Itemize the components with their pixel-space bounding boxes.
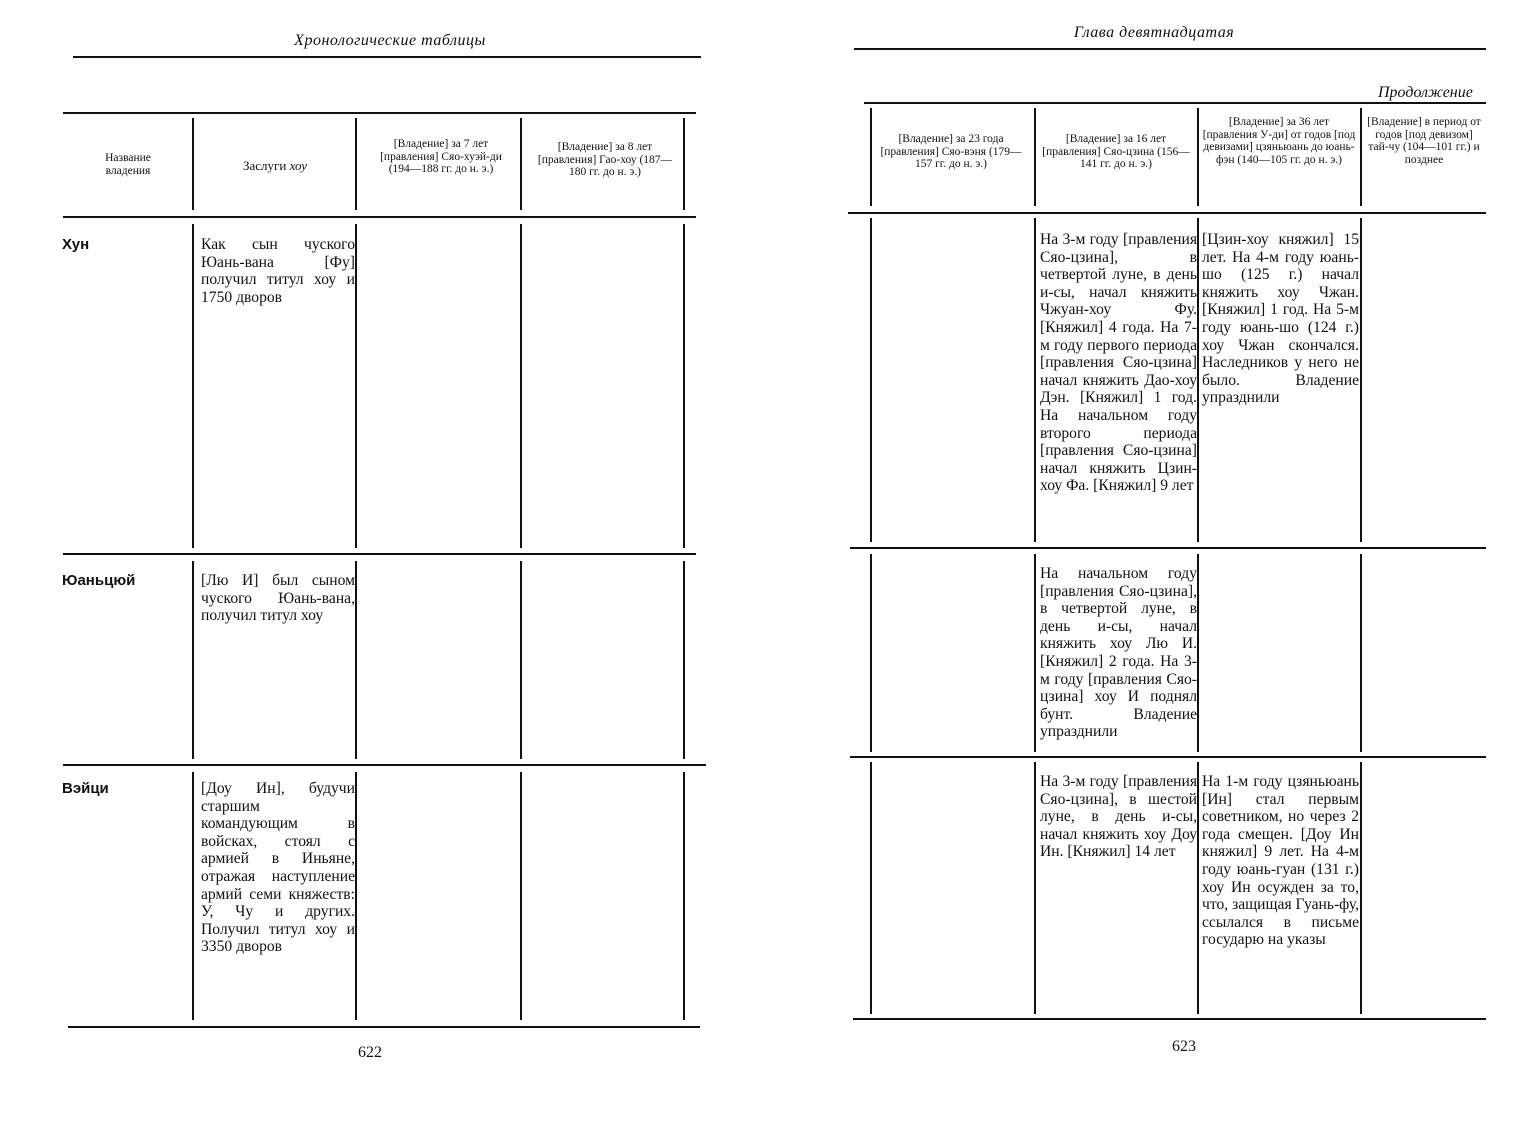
col-rule-4d: [683, 772, 685, 1020]
col-rule-4b: [683, 224, 685, 548]
col-rule-3d: [520, 772, 522, 1020]
row-col16: На 3-м году [правления Сяо-цзина], в шестой луне, в день и-сы, начал княжить хоу Доу Ин. [Княжил] 14 лет: [1040, 773, 1197, 861]
col-rule-2d: [355, 772, 357, 1020]
row-col16: На начальном году [правления Сяо-цзина], в четвертой луне, в день и-сы, начал княжить хоу Лю И. [Княжил] 2 года. На 3-м году [правления Сяо-цзина] хоу И поднял бунт. Владение упразднили: [1040, 565, 1197, 741]
header-col16: [Владение] за 16 лет [правления] Сяо-цзина (156—141 гг. до н. э.): [1042, 133, 1190, 170]
row-col36: [Цзин-хоу княжил] 15 лет. На 4-м году юань-шо (125 г.) начал княжить хоу Чжан. [Княжил] 1 год. На 5-м году юань-шо (124 г.) хоу Чжан скончался. Наследников у него не было. Владение упразднили: [1202, 231, 1359, 407]
col-rule-3: [520, 118, 522, 210]
col-rule-3c: [520, 561, 522, 759]
right-page: [764, 0, 1528, 1146]
col-rule-4d: [1360, 762, 1362, 1014]
col-rule-4b: [1360, 218, 1362, 542]
running-head-right: Глава девятнадцатая: [1073, 24, 1235, 41]
col-rule-2c: [355, 561, 357, 759]
col-rule-4c: [683, 561, 685, 759]
header-merits: Заслуги хоу: [242, 158, 308, 173]
header-coltai: [Владение] в период от годов [под девизом] тай-чу (104—101 гг.) и позднее: [1367, 116, 1481, 166]
header-col23: [Владение] за 23 года [правления] Сяо-вэня (179—157 гг. до н. э.): [880, 133, 1022, 170]
row-rule-2: [850, 756, 1486, 758]
table-bottom-rule: [853, 1018, 1486, 1020]
row-rule-1: [63, 553, 696, 555]
col-rule-1c: [192, 561, 194, 759]
col-rule-1c: [870, 554, 872, 752]
header-col36: [Владение] за 36 лет [правления У-ди] от годов [под девизами] цзяньюань до юань-фэн (140—105 гг. до н. э.): [1202, 116, 1356, 166]
header-col8: [Владение] за 8 лет [правления] Гао-хоу (187—180 гг. до н. э.): [537, 141, 673, 178]
row-rule-2: [63, 764, 706, 766]
page-number-right: 623: [1172, 1038, 1196, 1055]
col-rule-1d: [870, 762, 872, 1014]
col-rule-1: [192, 118, 194, 210]
row-col16: На 3-м году [правления Сяо-цзина], в четвертой луне, в день и-сы, начал княжить Чжуан-хоу Фу. [Княжил] 4 года. На 7-м году первого периода [правления Сяо-цзина] начал княжить Дао-хоу Дэн. [Княжил] 1 год. На начальном году второго периода [правления Сяо-цзина] начал княжить Цзин-хоу Фа. [Княжил] 9 лет: [1040, 231, 1197, 495]
col-rule-1d: [192, 772, 194, 1020]
header-col7: [Владение] за 7 лет [правления] Сяо-хуэй-ди (194—188 гг. до н. э.): [380, 138, 502, 175]
col-rule-1b: [870, 218, 872, 542]
running-head-left: Хронологические таблицы: [294, 32, 486, 49]
col-rule-3: [1197, 108, 1199, 206]
row-rule-1: [850, 547, 1486, 549]
col-rule-2: [355, 118, 357, 210]
row-col36: На 1-м году цзяньюань [Ин] стал первым советником, но через 2 года смещен. [Доу Ин княжил] 9 лет. На 4-м году юань-гуан (131 г.) хоу Ин осужден за то, что, защищая Гуань-фу, ссылался в письме государю на указы: [1202, 773, 1359, 949]
col-rule-4c: [1360, 554, 1362, 752]
col-rule-1b: [192, 224, 194, 548]
page-number-left: 622: [358, 1044, 382, 1061]
col-rule-3d: [1197, 762, 1199, 1014]
col-rule-1: [870, 108, 872, 206]
header-bottom-rule: [848, 212, 1486, 214]
row-name: Хун: [62, 236, 90, 253]
col-rule-4: [683, 118, 685, 210]
col-rule-3b: [1197, 218, 1199, 542]
row-merits: [Лю И] был сыном чуского Юань-вана, получил титул хоу: [201, 572, 355, 625]
row-name: Вэйци: [62, 780, 109, 797]
row-merits: Как сын чуского Юань-вана [Фу] получил титул хоу и 1750 дворов: [201, 236, 355, 306]
col-rule-4: [1360, 108, 1362, 206]
table-top-rule: [63, 112, 696, 114]
header-name: Название владения: [105, 152, 151, 177]
head-rule-right: [854, 48, 1486, 50]
col-rule-2: [1034, 108, 1036, 206]
col-rule-2d: [1034, 762, 1036, 1014]
col-rule-2c: [1034, 554, 1036, 752]
header-bottom-rule: [63, 216, 696, 218]
table-top-rule: [864, 102, 1486, 104]
col-rule-2b: [1034, 218, 1036, 542]
col-rule-3c: [1197, 554, 1199, 752]
col-rule-3b: [520, 224, 522, 548]
table-bottom-rule: [68, 1026, 700, 1028]
col-rule-2b: [355, 224, 357, 548]
head-rule-left: [73, 56, 701, 58]
continuation-label: Продолжение: [1378, 84, 1473, 101]
row-merits: [Доу Ин], будучи старшим командующим в войсках, стоял с армией в Иньяне, отражая наступление армий семи княжеств: У, Чу и других. Получил титул хоу и 3350 дворов: [201, 780, 355, 956]
row-name: Юаньцюй: [62, 572, 136, 589]
